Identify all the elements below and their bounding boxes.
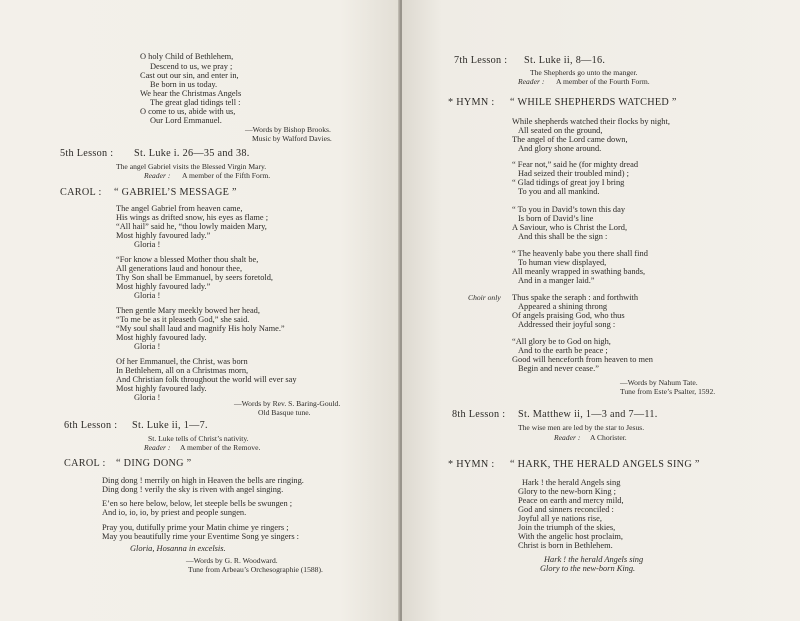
verse-line: May you beautifully rime your Eventime Song ye singers : bbox=[102, 532, 300, 541]
verse-line: Thy Son shall be Emmanuel, by seers foretold, bbox=[116, 273, 273, 282]
verse-line: We hear the Christmas Angels bbox=[140, 89, 242, 98]
credit-line: —Words by Bishop Brooks. bbox=[245, 125, 331, 134]
verse-line: The great glad tidings tell : bbox=[150, 98, 241, 107]
verse-line: Cast out our sin, and enter in, bbox=[140, 71, 239, 80]
refrain-line: Gloria, Hosanna in excelsis. bbox=[130, 544, 226, 553]
verse-line: “ The heavenly babe you there shall find bbox=[512, 249, 648, 258]
verse-line: Good will henceforth from heaven to men bbox=[512, 355, 653, 364]
verse-line: And to the earth be peace ; bbox=[518, 346, 608, 355]
credit-line: Old Basque tune. bbox=[258, 408, 311, 417]
carol-title: “ GABRIEL’S MESSAGE ” bbox=[114, 187, 237, 198]
verse-line: To you and all mankind. bbox=[518, 187, 600, 196]
verse-line: E’en so here below, below, let steeple bells be swungen ; bbox=[102, 499, 293, 508]
credit-line: —Words by Nahum Tate. bbox=[620, 378, 698, 387]
lesson-reference: St. Matthew ii, 1—3 and 7—11. bbox=[518, 409, 658, 420]
verse-line: A Saviour, who is Christ the Lord, bbox=[512, 223, 628, 232]
verse-line: Of her Emmanuel, the Christ, was born bbox=[116, 357, 248, 366]
verse-line: Appeared a shining throng bbox=[518, 302, 608, 311]
verse-line: And Christian folk throughout the world will ever say bbox=[116, 375, 297, 384]
verse-line: The angel of the Lord came down, bbox=[512, 135, 628, 144]
refrain-line: Glory to the new-born King. bbox=[540, 564, 636, 573]
carol-title: “ DING DONG ” bbox=[116, 458, 192, 469]
reader-name: A member of the Fifth Form. bbox=[182, 171, 271, 180]
verse-line: His wings as drifted snow, his eyes as flame ; bbox=[116, 213, 269, 222]
verse-line: Descend to us, we pray ; bbox=[150, 62, 233, 71]
verse-line: Of angels praising God, who thus bbox=[512, 311, 625, 320]
credit-line: Tune from Este’s Psalter, 1592. bbox=[620, 387, 716, 396]
verse-line: Ding dong ! merrily on high in Heaven the bells are ringing. bbox=[102, 476, 304, 485]
reader-label: Reader : bbox=[144, 443, 171, 452]
verse-line: O come to us, abide with us, bbox=[140, 107, 236, 116]
verse-line: Gloria ! bbox=[134, 342, 161, 351]
reader-label: Reader : bbox=[144, 171, 171, 180]
verse-line: Had seized their troubled mind) ; bbox=[518, 169, 629, 178]
verse-line: Is born of David’s line bbox=[518, 214, 594, 223]
credit-line: —Words by G. R. Woodward. bbox=[186, 556, 278, 565]
hymn-label: * HYMN : bbox=[448, 459, 495, 470]
verse-line: Gloria ! bbox=[134, 240, 161, 249]
verse-line: Ding dong ! verily the sky is riven with angel singing. bbox=[102, 485, 284, 494]
verse-line: “ Glad tidings of great joy I bring bbox=[512, 178, 625, 187]
verse-line: “My soul shall laud and magnify His holy Name.” bbox=[116, 324, 285, 333]
verse-line: And this shall be the sign : bbox=[518, 232, 608, 241]
verse-line: Glory to the new-born King ; bbox=[518, 487, 616, 496]
choir-only-label: Choir only bbox=[468, 293, 501, 302]
verse-line: O holy Child of Bethlehem, bbox=[140, 52, 234, 61]
lesson-label: 7th Lesson : bbox=[454, 55, 508, 66]
lesson-reference: St. Luke ii, 1—7. bbox=[132, 420, 208, 431]
lesson-reference: St. Luke i. 26—35 and 38. bbox=[134, 148, 250, 159]
lesson-reference: St. Luke ii, 8—16. bbox=[524, 55, 606, 66]
lesson-label: 6th Lesson : bbox=[64, 420, 118, 431]
verse-line: “ To you in David’s town this day bbox=[512, 205, 626, 214]
verse-line: Thus spake the seraph : and forthwith bbox=[512, 293, 639, 302]
verse-line: Addressed their joyful song : bbox=[518, 320, 616, 329]
verse-line: Hark ! the herald Angels sing bbox=[522, 478, 621, 487]
verse-line: Our Lord Emmanuel. bbox=[150, 116, 222, 125]
verse-line: God and sinners reconciled : bbox=[518, 505, 614, 514]
verse-line: All meanly wrapped in swathing bands, bbox=[512, 267, 646, 276]
lesson-description: St. Luke tells of Christ’s nativity. bbox=[148, 434, 249, 443]
verse-line: All generations laud and honour thee, bbox=[116, 264, 243, 273]
verse-line: Then gentle Mary meekly bowed her head, bbox=[116, 306, 260, 315]
lesson-label: 8th Lesson : bbox=[452, 409, 506, 420]
verse-line: Most highly favoured lady.” bbox=[116, 282, 211, 291]
hymn-title: “ HARK, THE HERALD ANGELS SING ” bbox=[510, 459, 700, 470]
reader-name: A member of the Fourth Form. bbox=[556, 77, 650, 86]
lesson-description: The angel Gabriel visits the Blessed Virgin Mary. bbox=[116, 162, 267, 171]
reader-label: Reader : bbox=[518, 77, 545, 86]
verse-line: While shepherds watched their flocks by night, bbox=[512, 117, 670, 126]
credit-line: —Words by Rev. S. Baring-Gould. bbox=[234, 399, 341, 408]
verse-line: All seated on the ground, bbox=[518, 126, 603, 135]
verse-line: Gloria ! bbox=[134, 393, 161, 402]
verse-line: Peace on earth and mercy mild, bbox=[518, 496, 624, 505]
lesson-label: 5th Lesson : bbox=[60, 148, 114, 159]
verse-line: Most highly favoured lady. bbox=[116, 333, 207, 342]
verse-line: And in a manger laid.” bbox=[518, 276, 595, 285]
carol-label: CAROL : bbox=[60, 187, 102, 198]
verse-line: “All hail” said he, “thou lowly maiden Mary, bbox=[116, 222, 267, 231]
verse-line: And io, io, io, by priest and people sungen. bbox=[102, 508, 247, 517]
verse-line: Be born in us today. bbox=[150, 80, 218, 89]
verse-line: Join the triumph of the skies, bbox=[518, 523, 616, 532]
right-page bbox=[402, 0, 800, 621]
hymn-label: * HYMN : bbox=[448, 97, 495, 108]
reader-name: A Chorister. bbox=[590, 433, 627, 442]
verse-line: In Bethlehem, all on a Christmas morn, bbox=[116, 366, 249, 375]
lesson-description: The Shepherds go unto the manger. bbox=[530, 68, 638, 77]
lesson-description: The wise men are led by the star to Jesus. bbox=[518, 423, 645, 432]
verse-line: Most highly favoured lady.” bbox=[116, 231, 211, 240]
verse-line: Most highly favoured lady. bbox=[116, 384, 207, 393]
verse-line: To human view displayed, bbox=[518, 258, 607, 267]
verse-line: The angel Gabriel from heaven came, bbox=[116, 204, 243, 213]
verse-line: “ Fear not,” said he (for mighty dread bbox=[512, 160, 639, 169]
hymn-title: “ WHILE SHEPHERDS WATCHED ” bbox=[510, 97, 677, 108]
credit-line: Tune from Arbeau’s Orchesographie (1588). bbox=[188, 565, 323, 574]
reader-label: Reader : bbox=[554, 433, 581, 442]
reader-name: A member of the Remove. bbox=[180, 443, 261, 452]
verse-line: “To me be as it pleaseth God,” she said. bbox=[116, 315, 250, 324]
carol-label: CAROL : bbox=[64, 458, 106, 469]
verse-line: With the angelic host proclaim, bbox=[518, 532, 624, 541]
verse-line: Pray you, dutifully prime your Matin chime ye ringers ; bbox=[102, 523, 289, 532]
verse-line: And glory shone around. bbox=[518, 144, 602, 153]
verse-line: “For know a blessed Mother thou shalt be, bbox=[116, 255, 259, 264]
credit-line: Music by Walford Davies. bbox=[252, 134, 332, 143]
verse-line: Joyful all ye nations rise, bbox=[518, 514, 602, 523]
refrain-line: Hark ! the herald Angels sing bbox=[544, 555, 644, 564]
verse-line: “All glory be to God on high, bbox=[512, 337, 611, 346]
verse-line: Christ is born in Bethlehem. bbox=[518, 541, 613, 550]
verse-line: Gloria ! bbox=[134, 291, 161, 300]
verse-line: Begin and never cease.” bbox=[518, 364, 599, 373]
